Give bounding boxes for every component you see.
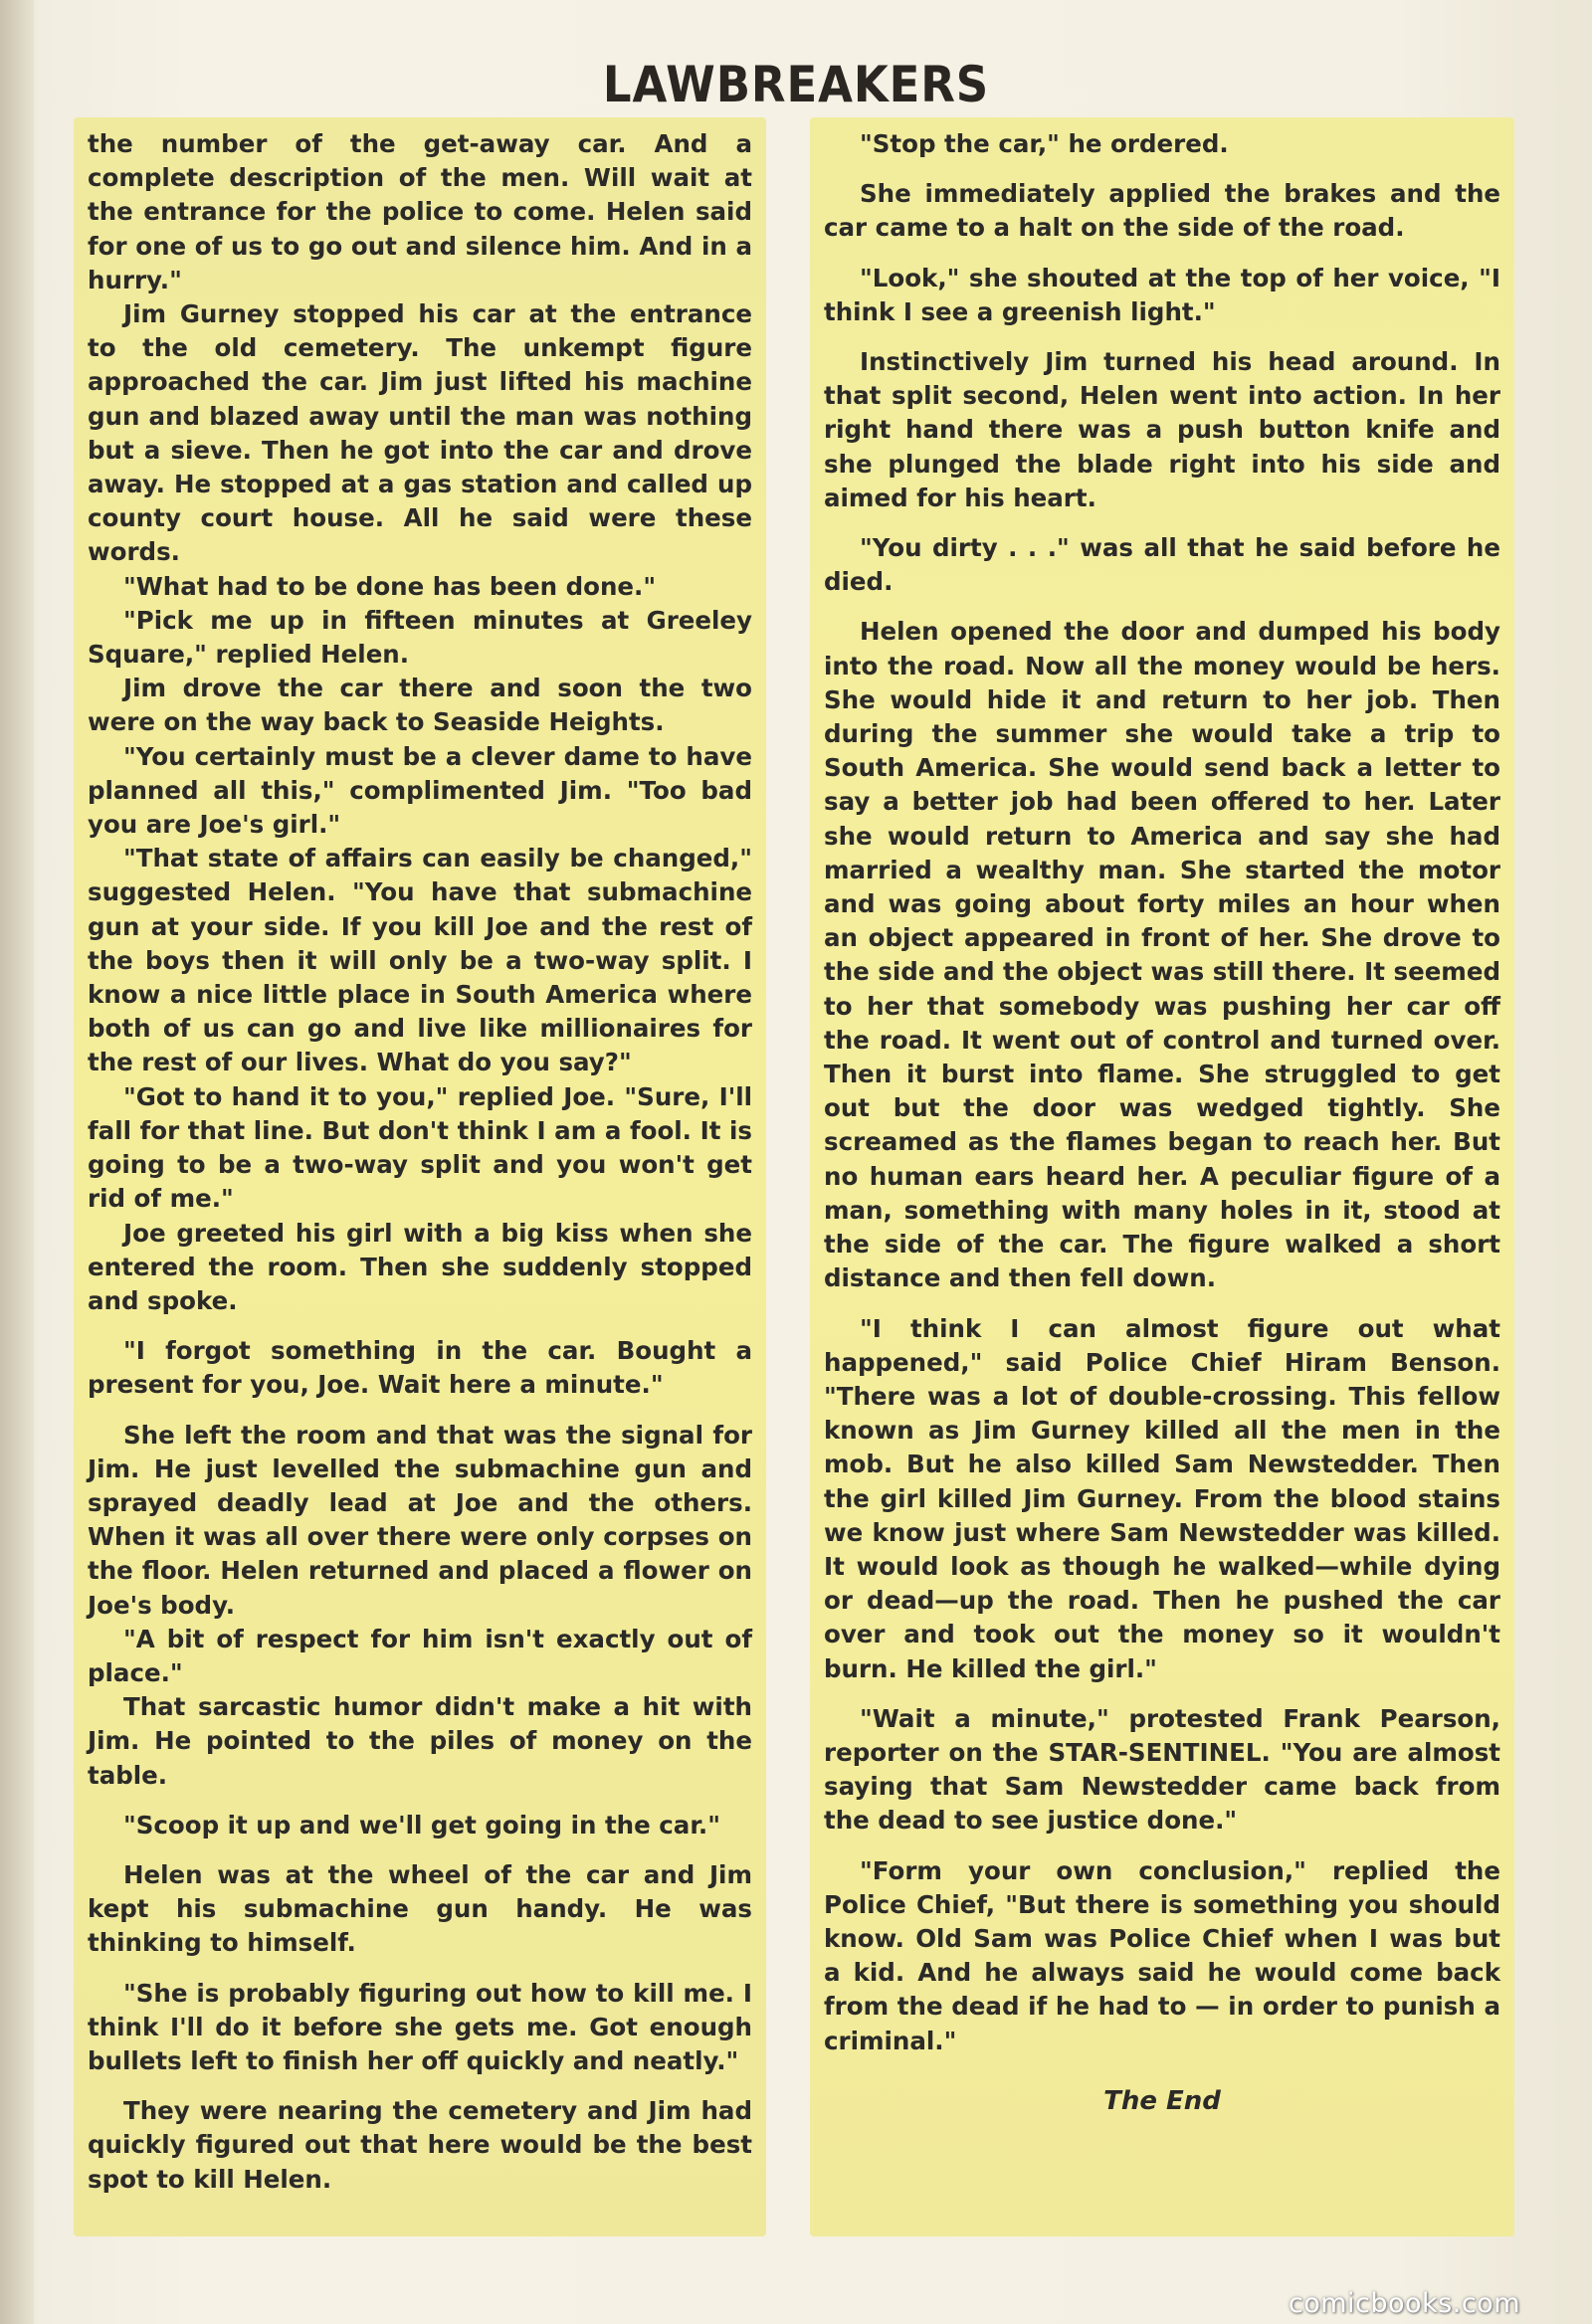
paragraph: "Look," she shouted at the top of her voice, "I think I see a greenish light." <box>824 263 1500 326</box>
watermark-text: comicbooks.com <box>1288 2288 1520 2319</box>
right-text-column <box>810 117 1514 2236</box>
paragraph: Helen was at the wheel of the car and Jim kept his submachine gun handy. He was thinking to himself. <box>88 1859 752 1958</box>
paragraph: "You certainly must be a clever dame to have planned all this," complimented Jim. "Too bad you are Joe's girl." <box>88 741 752 840</box>
paragraph: "I think I can almost figure out what happened," said Police Chief Hiram Benson. "There was a lot of double-crossing. This fellow known as Jim Gurney killed all the men in the mob. But he also killed Sam Newstedder. Then the girl killed Jim Gurney. From the blood stains we know just where Sam Newstedder was killed. It would look as though he walked—while dying or dead—up the road. Then he pushed the car over and took out the money so it wouldn't burn. He killed the girl." <box>824 1313 1500 1683</box>
paragraph: Jim Gurney stopped his car at the entrance to the old cemetery. The unkempt figure approached the car. Jim just lifted his machine gun and blazed away until the man was nothing but a sieve. Then he got into the car and drove away. He stopped at a gas station and called up county court house. All he said were these words. <box>88 299 752 567</box>
paragraph: Jim drove the car there and soon the two were on the way back to Seaside Heights. <box>88 674 752 737</box>
paragraph: "You dirty . . ." was all that he said before he died. <box>824 533 1500 597</box>
paragraph: "Form your own conclusion," replied the Police Chief, "But there is something you should know. Old Sam was Police Chief when I was but a kid. And he always said he would come back from the dead if he had to — in order to punish a criminal." <box>824 1855 1500 2055</box>
paragraph: "I forgot something in the car. Bought a present for you, Joe. Wait here a minute." <box>88 1336 752 1400</box>
page-spine-shadow <box>0 0 34 2324</box>
the-end-label: The End <box>1103 2085 1221 2116</box>
paragraph: Instinctively Jim turned his head around. In that split second, Helen went into action. In her right hand there was a push button knife and she plunged the blade right into his side and aimed for his heart. <box>824 347 1500 512</box>
paragraph: Joe greeted his girl with a big kiss when she entered the room. Then she suddenly stopped and spoke. <box>88 1218 752 1315</box>
paragraph: "She is probably figuring out how to kill me. I think I'll do it before she gets me. Got enough bullets left to finish her off quickly and neatly." <box>88 1978 752 2075</box>
paragraph: "Stop the car," he ordered. <box>860 129 1229 158</box>
paragraph: She immediately applied the brakes and the car came to a halt on the side of the road. <box>824 179 1500 243</box>
paragraph: "Got to hand it to you," replied Joe. "Sure, I'll fall for that line. But don't think I am a fool. It is going to be a two-way split and you won't get rid of me." <box>88 1081 752 1214</box>
paragraph: "That state of affairs can easily be changed," suggested Helen. "You have that submachine gun at your side. If you kill Joe and the rest of the boys then it will only be a two-way split. I know a nice little place in South America where both of us can go and live like millionaires for the rest of our lives. What do you say?" <box>88 844 752 1077</box>
left-text-column <box>74 117 766 2236</box>
paragraph: That sarcastic humor didn't make a hit with Jim. He pointed to the piles of money on the table. <box>88 1692 752 1790</box>
paragraph: "Wait a minute," protested Frank Pearson, reporter on the STAR-SENTINEL. "You are almost saying that Sam Newstedder came back from the dead to see justice done." <box>824 1703 1500 1836</box>
paragraph: Helen opened the door and dumped his body into the road. Now all the money would be hers. She would hide it and return to her job. Then during the summer she would take a trip to South America. She would send back a letter to say a better job had been offered to her. Later she would return to America and say she had married a wealthy man. She started the motor and was going about forty miles an hour when an object appeared in front of her. She drove to the side and the object was still there. It seemed to her that somebody was pushing her car off the road. It went out of control and turned over. Then it burst into flame. She struggled to get out but the door was wedged tightly. She screamed as the flames began to reach her. But no human ears heard her. A peculiar figure of a man, something with many holes in it, stood at the side of the car. The figure walked a short distance and then fell down. <box>824 617 1500 1293</box>
page-title: LAWBREAKERS <box>602 56 990 113</box>
paragraph: They were nearing the cemetery and Jim had quickly figured out that here would be the best spot to kill Helen. <box>88 2096 752 2194</box>
paragraph: "A bit of respect for him isn't exactly out of place." <box>88 1624 752 1687</box>
paragraph: She left the room and that was the signal for Jim. He just levelled the submachine gun and sprayed deadly lead at Joe and the others. When it was all over there were only corpses on the floor. Helen returned and placed a flower on Joe's body. <box>88 1420 752 1620</box>
paragraph: the number of the get-away car. And a complete description of the men. Will wait at the entrance for the police to come. Helen said for one of us to go out and silence him. And in a hurry." <box>88 129 752 294</box>
paragraph: "What had to be done has been done." <box>123 571 657 601</box>
paragraph: "Scoop it up and we'll get going in the car." <box>123 1810 720 1840</box>
paragraph: "Pick me up in fifteen minutes at Greeley Square," replied Helen. <box>88 605 752 670</box>
